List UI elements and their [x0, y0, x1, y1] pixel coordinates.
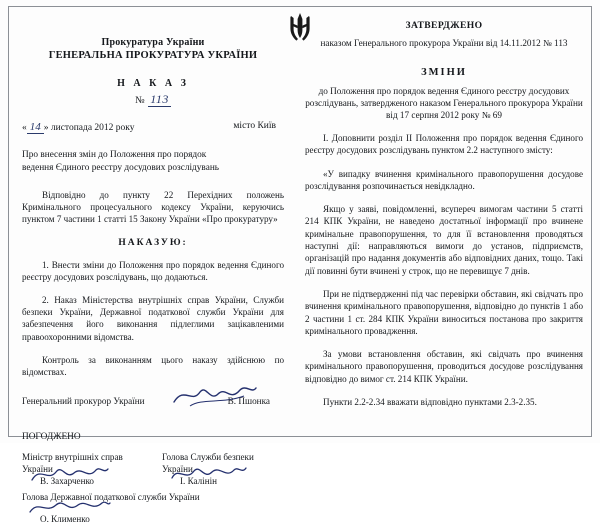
- changes-paragraph-4: При не підтвердженні під час перевірки обставин, які свідчать про вчинення кримінального правопорушення, відповідно до пунктів 1 або 2 частини 1 ст. 284 КПК України виноситься постанова про закриття кримінального провадження.: [305, 288, 583, 336]
- order-item-2: 2. Наказ Міністерства внутрішніх справ України, Служби безпеки України, Державної податкової служби України для забезпечення його виконання підлеглими зацікавленими правоохоронними відомства.: [22, 295, 284, 342]
- approver-row-1: [22, 452, 284, 486]
- organisation-line-2: ГЕНЕРАЛЬНА ПРОКУРАТУРА УКРАЇНИ: [48, 50, 258, 61]
- signer-block: [22, 396, 284, 412]
- approver-name-1: В. Захарченко: [40, 476, 94, 487]
- order-date: « 14 » листопада 2012 року: [22, 121, 135, 133]
- approved-heading: ЗАТВЕРДЖЕНО: [405, 20, 483, 31]
- signer-name: В. Пшонка: [227, 396, 270, 407]
- changes-heading: ЗМІНИ: [421, 67, 467, 78]
- order-place: місто Київ: [233, 121, 276, 131]
- order-directive-word: НАКАЗУЮ:: [118, 237, 188, 248]
- order-date-rest: листопада 2012 року: [50, 123, 135, 133]
- order-heading: Н А К А З: [117, 78, 189, 89]
- order-item-1: 1. Внести зміни до Положення про порядок ведення Єдиного реєстру досудових розслідувань, що додаються.: [22, 259, 284, 282]
- approver-name-2: І. Калінін: [180, 476, 217, 487]
- changes-paragraph-6: Пункти 2.2-2.34 вважати відповідно пунктами 2.3-2.35.: [323, 397, 537, 408]
- changes-subtext: до Положення про порядок ведення Єдиного реєстру досудових розслідувань, затвердженого наказом Генерального прокурора України від 17 серпня 2012 року № 69: [305, 86, 583, 120]
- changes-paragraph-5: За умови встановлення обставин, які свідчать про вчинення кримінального правопорушення, проводиться досудове розслідування відповідно до вимог ст. 214 КПК України.: [305, 349, 583, 384]
- approver-role-3: Голова Державної податкової служби України: [22, 492, 200, 503]
- order-date-day: 14: [27, 121, 44, 134]
- order-number-prefix: №: [135, 95, 146, 106]
- changes-right-column: [305, 20, 583, 408]
- agreed-heading: ПОГОДЖЕНО: [22, 432, 81, 443]
- approver-row-2: [22, 492, 284, 525]
- changes-paragraph-2: «У випадку вчинення кримінального правопорушення досудове розслідування розпочинається невідкладно.: [305, 168, 583, 191]
- order-left-column: [22, 36, 284, 525]
- approved-subtext: наказом Генерального прокурора України від 14.11.2012 № 113: [320, 38, 568, 48]
- order-subject: Про внесення змін до Положення про порядок ведення Єдиного реєстру досудових розслідувань: [22, 150, 220, 173]
- order-intro-paragraph: Відповідно до пункту 22 Перехідних положень Кримінального процесуального кодексу України, керуючись пунктом 7 частини 1 статті 15 Закону України «Про прокуратуру»: [22, 190, 284, 225]
- order-number: [22, 92, 284, 107]
- order-date-row: [22, 121, 284, 135]
- signer-role: Генеральний прокурор України: [22, 396, 145, 407]
- approver-role-1: Міністр внутрішніх справ України: [22, 452, 123, 474]
- approver-name-3: О. Клименко: [40, 514, 90, 525]
- approver-role-2: Голова Служби безпеки України: [162, 452, 254, 474]
- changes-paragraph-3: Якщо у заяві, повідомленні, всупереч вимогам частини 5 статті 214 КПК України, не наведено достатньої інформації про вчинене кримінальне правопорушення, то для її встановлення проводяться наступні дії: направляються вимоги до установ, підприємств, організацій про надання документів або відповідних даних, тощо. Такі дії повинні бути вчинені у строк, що не перевищує 7 днів.: [305, 204, 583, 276]
- organisation-line-1: Прокуратура України: [101, 37, 205, 48]
- order-number-value: 113: [150, 92, 169, 106]
- changes-paragraph-1: І. Доповнити розділ ІІ Положення про порядок ведення Єдиного реєстру досудових розслідувань пунктом 2.2 наступного змісту:: [305, 133, 583, 156]
- order-item-3: Контроль за виконанням цього наказу здійснюю по відомствах.: [22, 354, 284, 378]
